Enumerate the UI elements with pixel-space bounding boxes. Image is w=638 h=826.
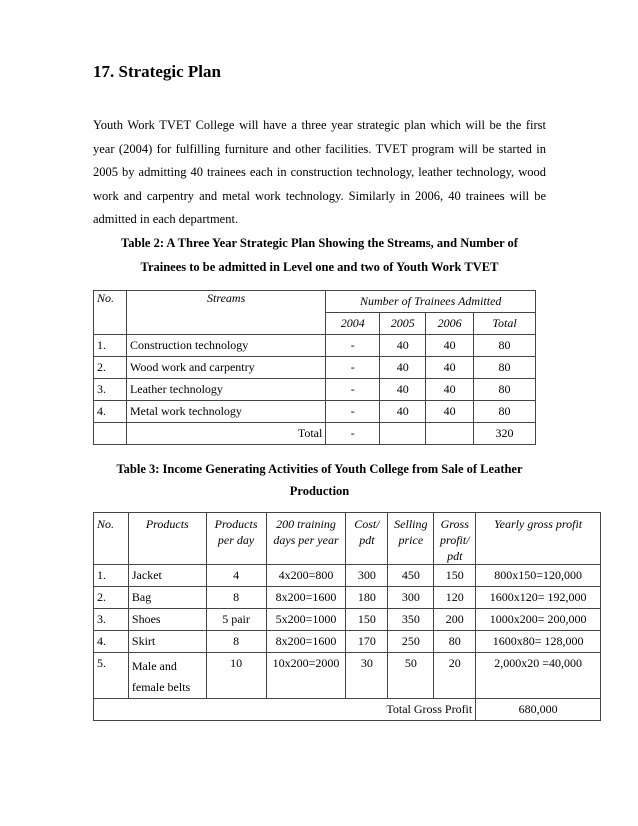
cell-price: 450 bbox=[388, 565, 434, 587]
cell-no: 2. bbox=[94, 587, 129, 609]
cell-days: 8x200=1600 bbox=[266, 631, 346, 653]
cell-product-line2: female belts bbox=[131, 680, 191, 694]
header-no: No. bbox=[94, 513, 129, 565]
table-row bbox=[94, 565, 601, 587]
table-row bbox=[94, 609, 601, 631]
header-2006: 2006 bbox=[426, 313, 474, 335]
cell-total: 80 bbox=[474, 401, 536, 423]
header-gross-profit bbox=[434, 513, 476, 565]
table-row bbox=[94, 357, 536, 379]
cell-gross: 120 bbox=[434, 587, 476, 609]
table-header-row bbox=[94, 513, 601, 565]
cell-no: 1. bbox=[94, 335, 127, 357]
header-per-day bbox=[206, 513, 266, 565]
cell-stream: Construction technology bbox=[126, 335, 325, 357]
cell-yearly: 1600x120= 192,000 bbox=[476, 587, 601, 609]
cell-price: 250 bbox=[388, 631, 434, 653]
header-streams: Streams bbox=[126, 291, 325, 335]
cell-total: 80 bbox=[474, 357, 536, 379]
cell-no: 3. bbox=[94, 379, 127, 401]
cell-total: 80 bbox=[474, 335, 536, 357]
cell-cost: 300 bbox=[346, 565, 388, 587]
cell-gross: 150 bbox=[434, 565, 476, 587]
header-per-day-line2: per day bbox=[217, 533, 255, 547]
total-2004: - bbox=[326, 423, 380, 445]
cell-cost: 170 bbox=[346, 631, 388, 653]
table-row bbox=[94, 401, 536, 423]
cell-2005: 40 bbox=[380, 335, 426, 357]
header-per-day-line1: Products bbox=[214, 517, 258, 531]
header-price-line1: Selling bbox=[394, 517, 428, 531]
cell-yearly: 800x150=120,000 bbox=[476, 565, 601, 587]
header-products: Products bbox=[128, 513, 206, 565]
header-selling-price bbox=[388, 513, 434, 565]
header-total: Total bbox=[474, 313, 536, 335]
header-days-line1: 200 training bbox=[276, 517, 336, 531]
cell-2005: 40 bbox=[380, 379, 426, 401]
header-2004: 2004 bbox=[326, 313, 380, 335]
cell-no: 4. bbox=[94, 631, 129, 653]
cell-price: 350 bbox=[388, 609, 434, 631]
income-activities-table bbox=[93, 512, 601, 721]
header-2005: 2005 bbox=[380, 313, 426, 335]
cell-product: Bag bbox=[128, 587, 206, 609]
table-header-row bbox=[94, 291, 536, 313]
total-row bbox=[94, 423, 536, 445]
cell-2004: - bbox=[326, 335, 380, 357]
cell-yearly: 2,000x20 =40,000 bbox=[476, 653, 601, 699]
header-gross-line2: profit/ bbox=[439, 533, 470, 547]
total-2006 bbox=[426, 423, 474, 445]
cell-no: 2. bbox=[94, 357, 127, 379]
section-heading: 17. Strategic Plan bbox=[93, 62, 221, 81]
cell-gross: 20 bbox=[434, 653, 476, 699]
cell-2004: - bbox=[326, 357, 380, 379]
table-row bbox=[94, 379, 536, 401]
cell-per-day: 4 bbox=[206, 565, 266, 587]
total-gross-profit-label: Total Gross Profit bbox=[94, 699, 476, 721]
cell-product: Shoes bbox=[128, 609, 206, 631]
cell-no: 3. bbox=[94, 609, 129, 631]
cell-yearly: 1000x200= 200,000 bbox=[476, 609, 601, 631]
cell-days: 5x200=1000 bbox=[266, 609, 346, 631]
header-cost-line1: Cost/ bbox=[354, 517, 380, 531]
cell-empty bbox=[94, 423, 127, 445]
cell-2004: - bbox=[326, 401, 380, 423]
cell-2006: 40 bbox=[426, 379, 474, 401]
cell-price: 300 bbox=[388, 587, 434, 609]
cell-cost: 180 bbox=[346, 587, 388, 609]
cell-stream: Wood work and carpentry bbox=[126, 357, 325, 379]
total-gross-profit-value: 680,000 bbox=[476, 699, 601, 721]
cell-stream: Leather technology bbox=[126, 379, 325, 401]
cell-stream: Metal work technology bbox=[126, 401, 325, 423]
table-row bbox=[94, 587, 601, 609]
total-row bbox=[94, 699, 601, 721]
table-row bbox=[94, 653, 601, 699]
cell-2004: - bbox=[326, 379, 380, 401]
total-label: Total bbox=[126, 423, 325, 445]
cell-2006: 40 bbox=[426, 357, 474, 379]
strategic-plan-table bbox=[93, 290, 536, 445]
cell-yearly: 1600x80= 128,000 bbox=[476, 631, 601, 653]
cell-no: 1. bbox=[94, 565, 129, 587]
header-trainees-group: Number of Trainees Admitted bbox=[326, 291, 536, 313]
cell-product: Skirt bbox=[128, 631, 206, 653]
total-value: 320 bbox=[474, 423, 536, 445]
cell-gross: 200 bbox=[434, 609, 476, 631]
cell-per-day: 10 bbox=[206, 653, 266, 699]
table3-caption-line1: Table 3: Income Generating Activities of Youth College from Sale of Leather bbox=[116, 462, 523, 476]
cell-2006: 40 bbox=[426, 335, 474, 357]
header-gross-line3: pdt bbox=[447, 549, 463, 563]
cell-per-day: 8 bbox=[206, 587, 266, 609]
header-training-days bbox=[266, 513, 346, 565]
cell-gross: 80 bbox=[434, 631, 476, 653]
table3-caption-line2: Production bbox=[289, 484, 350, 498]
cell-days: 8x200=1600 bbox=[266, 587, 346, 609]
cell-product bbox=[128, 653, 206, 699]
cell-per-day: 5 pair bbox=[206, 609, 266, 631]
cell-total: 80 bbox=[474, 379, 536, 401]
header-cost-line2: pdt bbox=[359, 533, 375, 547]
table2-caption-line2: Trainees to be admitted in Level one and two of Youth Work TVET bbox=[140, 260, 499, 274]
table-row bbox=[94, 631, 601, 653]
cell-price: 50 bbox=[388, 653, 434, 699]
header-price-line2: price bbox=[398, 533, 424, 547]
cell-no: 4. bbox=[94, 401, 127, 423]
cell-days: 4x200=800 bbox=[266, 565, 346, 587]
header-cost bbox=[346, 513, 388, 565]
header-days-line2: days per year bbox=[273, 533, 339, 547]
cell-2005: 40 bbox=[380, 357, 426, 379]
header-no: No. bbox=[94, 291, 127, 335]
header-gross-line1: Gross bbox=[440, 517, 469, 531]
cell-2005: 40 bbox=[380, 401, 426, 423]
cell-cost: 150 bbox=[346, 609, 388, 631]
cell-no: 5. bbox=[94, 653, 129, 699]
cell-cost: 30 bbox=[346, 653, 388, 699]
cell-product-line1: Male and bbox=[131, 659, 177, 673]
cell-days: 10x200=2000 bbox=[266, 653, 346, 699]
total-2005 bbox=[380, 423, 426, 445]
cell-2006: 40 bbox=[426, 401, 474, 423]
table2-caption-line1: Table 2: A Three Year Strategic Plan Showing the Streams, and Number of bbox=[121, 236, 518, 250]
cell-per-day: 8 bbox=[206, 631, 266, 653]
cell-product: Jacket bbox=[128, 565, 206, 587]
table-row bbox=[94, 335, 536, 357]
header-yearly-profit: Yearly gross profit bbox=[476, 513, 601, 565]
strategic-plan-paragraph: Youth Work TVET College will have a three year strategic plan which will be the first year (2004) for fulfilling furniture and other facilities. TVET program will be started in 2005 by admitting 40 trainees each in construction technology, leather technology, wood work and carpentry and metal work technology. Similarly in 2006, 40 trainees will be admitted in each department. bbox=[93, 118, 546, 226]
